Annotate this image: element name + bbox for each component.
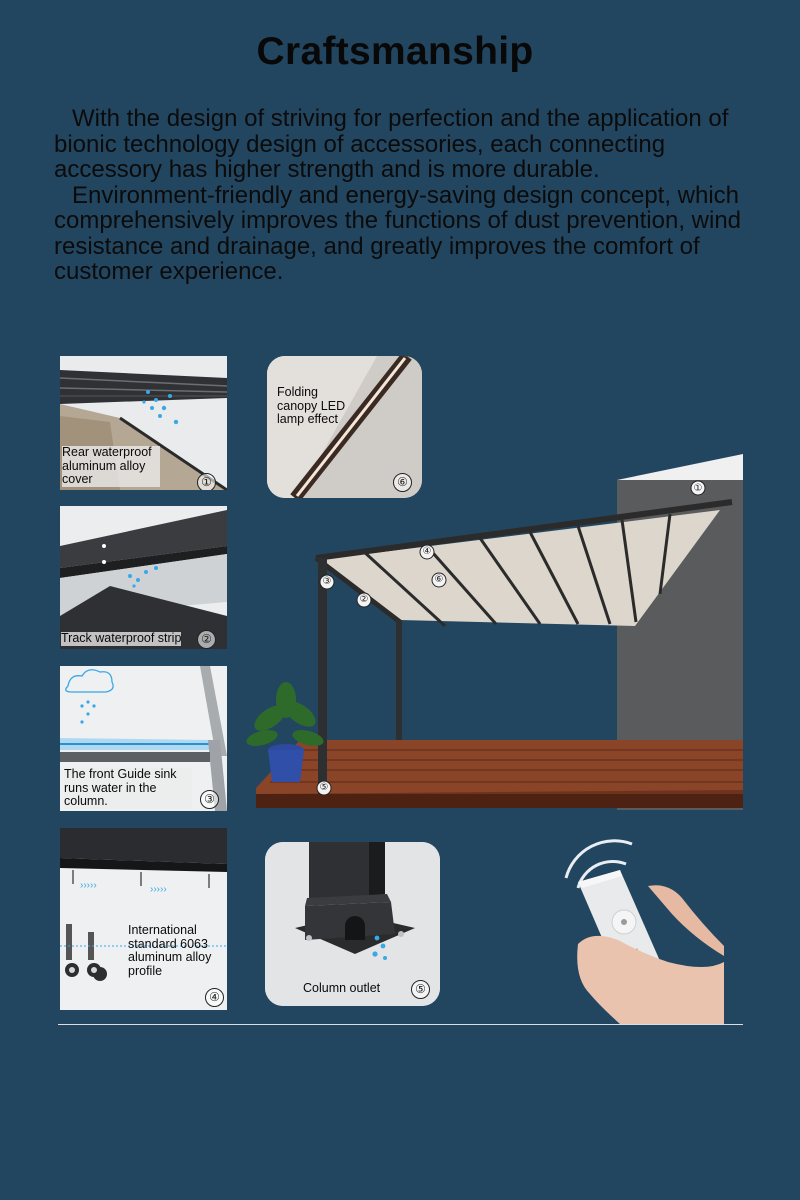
alloy-profile-image [60,828,227,1010]
diagram-marker-3: ③ [322,576,332,587]
feature-number-3: ③ [200,790,219,809]
feature-number-5: ⑤ [411,980,430,999]
page-title: Craftsmanship [256,30,534,73]
feature-label-led-lamp: Folding canopy LED lamp effect [277,385,346,426]
intro-paragraph-1: With the design of striving for perfection and the application of bionic technology design of accessories, each connecting accessory has higher strength and is more durable. [54,105,729,183]
intro-paragraph-2: Environment-friendly and energy-saving design concept, which comprehensively improves the functions of dust prevention, wind resistance and drainage, and greatly improves the comfort of customer experience. [54,181,742,285]
feature-card-column-outlet [265,842,440,1006]
svg-text:›››››: ››››› [150,884,167,895]
feature-card-rear-cover [60,356,227,490]
remote-control-image [548,826,744,1024]
feature-card-track-strip [60,506,227,649]
track-strip-image [60,506,227,649]
feature-number-2: ② [197,630,216,649]
intro-text [54,106,754,285]
diagram-marker-2: ② [359,594,369,605]
feature-label-track-strip: Track waterproof strip [61,631,182,645]
feature-card-guide-sink [60,666,227,811]
feature-label-rear-cover: Rear waterproof aluminum alloy cover [62,446,160,487]
feature-number-6: ⑥ [393,473,412,492]
feature-label-alloy-profile: International standard 6063 aluminum alloy profile [128,923,212,978]
diagram-marker-5: ⑤ [319,782,329,793]
svg-text:›››››: ››››› [80,880,97,891]
pergola-illustration [240,450,745,812]
feature-number-1: ① [197,473,216,490]
diagram-marker-1: ① [693,483,703,494]
feature-label-guide-sink: The front Guide sink runs water in the column. [64,768,192,809]
diagram-marker-6: ⑥ [434,574,444,585]
feature-label-column-outlet: Column outlet [303,981,381,995]
feature-number-4: ④ [205,988,224,1007]
diagram-marker-4: ④ [422,546,432,557]
feature-card-alloy-profile [60,828,227,1010]
bottom-divider [58,1024,743,1025]
